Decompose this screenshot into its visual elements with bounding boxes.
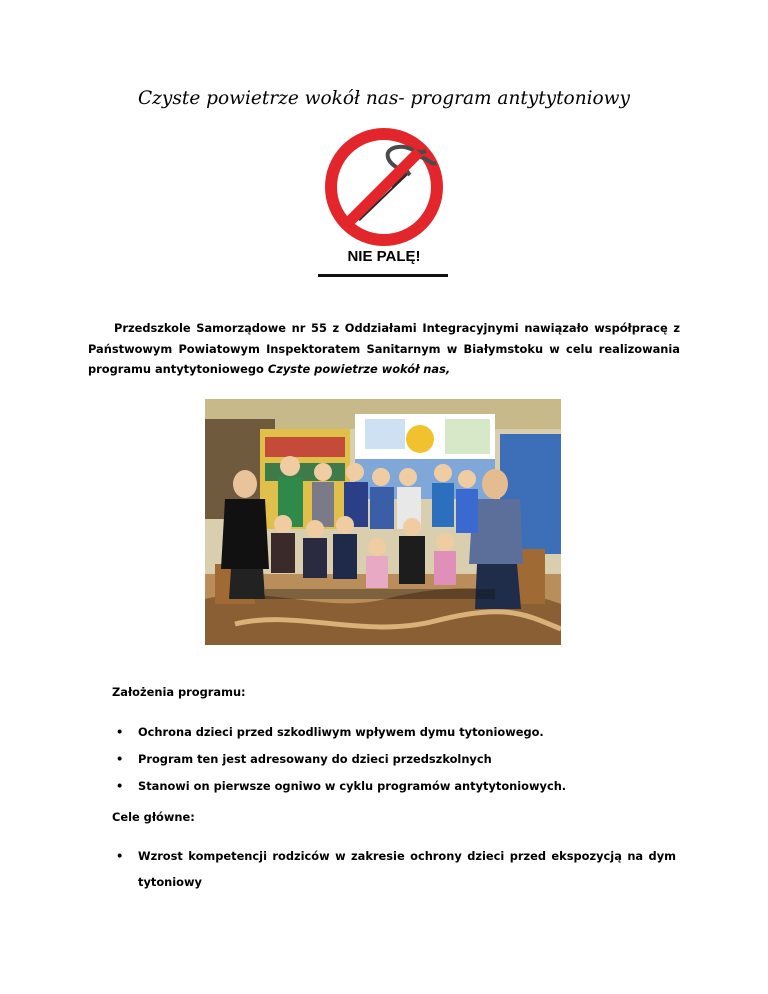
logo-caption: NIE PALĘ! bbox=[347, 248, 421, 265]
logo-underline bbox=[318, 274, 448, 277]
goals-heading: Cele główne: bbox=[112, 810, 195, 824]
group-photo bbox=[205, 399, 561, 645]
bullet-icon: • bbox=[116, 725, 124, 739]
bullet-icon: • bbox=[116, 779, 124, 793]
program-name: Czyste powietrze wokół nas, bbox=[267, 362, 451, 376]
bullet-icon: • bbox=[116, 752, 124, 766]
intro-paragraph bbox=[88, 318, 680, 380]
assumptions-heading: Założenia programu: bbox=[112, 685, 246, 699]
intro-text: Przedszkole Samorządowe nr 55 z Oddziałami Integracyjnymi nawiązało współpracę z Państwowym Powiatowym Inspektoratem Sanitarnym w Białymstoku w celu realizowania programu antytytoniowego bbox=[88, 321, 680, 376]
bullet-icon: • bbox=[116, 849, 124, 863]
page-title: Czyste powietrze wokół nas- program antytytoniowy bbox=[138, 88, 630, 109]
